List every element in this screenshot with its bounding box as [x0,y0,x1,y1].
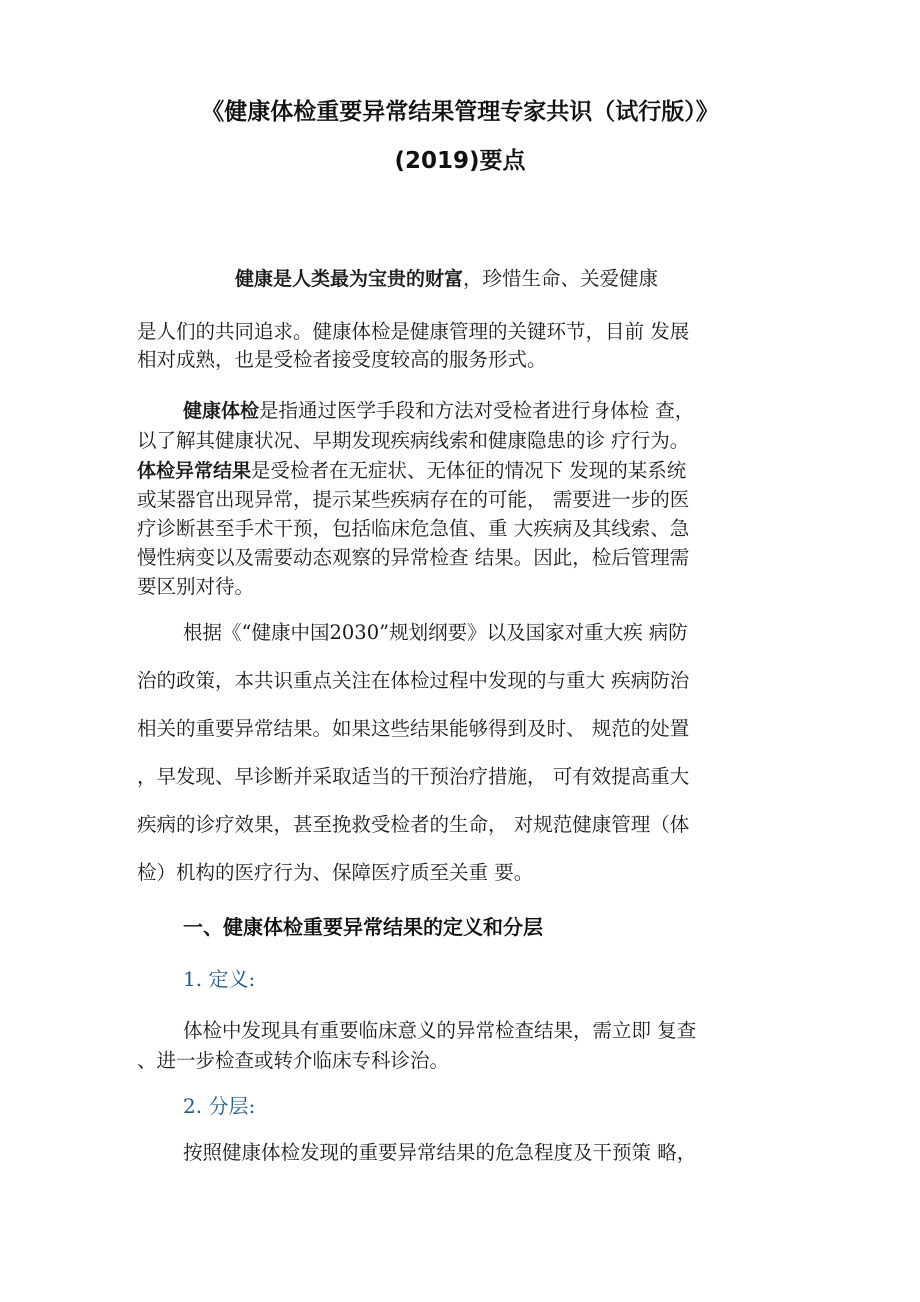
definition-line-1 [183,395,694,423]
intro-line-1-rest: ，珍惜生命、关爱健康 [463,267,659,290]
term-abnormal-results: 体检异常结果 [137,460,252,482]
document-title-line-1: 《健康体检重要异常结果管理专家共识（试行版）》 [201,99,719,125]
section-1-heading: 一、健康体检重要异常结果的定义和分层 [183,915,543,939]
tiering-text-line-1: 按照健康体检发现的重要异常结果的危急程度及干预策 略， [183,1141,697,1164]
document-title-line-2: (2019)要点 [394,148,526,174]
definition-line-6: 慢性病变以及需要动态观察的异常检查 结果。因此，检后管理需 [137,546,690,569]
policy-line-3: 相关的重要异常结果。如果这些结果能够得到及时、 规范的处置 [137,717,690,740]
intro-bold-phrase: 健康是人类最为宝贵的财富 [235,268,464,290]
intro-line-3: 相对成熟，也是受检者接受度较高的服务形式。 [137,348,547,371]
intro-line-1 [235,263,658,291]
policy-line-4: ，早发现、早诊断并采取适当的干预治疗措施， 可有效提高重大 [137,765,690,788]
definition-line-3-rest: 是受检者在无症状、无体征的情况下 发现的某系统 [251,459,687,482]
definition-line-4: 或某器官出现异常，提示某些疾病存在的可能， 需要进一步的医 [137,488,690,511]
definition-line-5: 疗诊断甚至手术干预，包括临床危急值、重 大疾病及其线索、急 [137,517,690,540]
definition-line-1-rest: 是指通过医学手段和方法对受检者进行身体检 查， [259,399,695,422]
policy-line-6: 检）机构的医疗行为、保障医疗质至关重 要。 [137,861,534,884]
definition-text-line-1: 体检中发现具有重要临床意义的异常检查结果，需立即 复查 [183,1019,697,1042]
term-health-checkup: 健康体检 [183,400,260,422]
policy-line-5: 疾病的诊疗效果，甚至挽救受检者的生命， 对规范健康管理（体 [137,813,690,836]
definition-line-3 [137,455,686,483]
intro-line-2: 是人们的共同追求。健康体检是健康管理的关键环节，目前 发展 [137,320,690,343]
policy-line-2: 治的政策，本共识重点关注在体检过程中发现的与重大 疾病防治 [137,669,690,692]
definition-line-2: 以了解其健康状况、早期发现疾病线索和健康隐患的诊 疗行为。 [137,429,690,452]
definition-text-line-2: 、进一步检查或转介临床专科诊治。 [137,1049,450,1072]
subheading-tiering: 2. 分层: [183,1094,256,1118]
subheading-definition: 1. 定义: [183,967,256,991]
definition-line-7: 要区别对待。 [137,575,255,598]
policy-line-1: 根据《“健康中国2030”规划纲要》以及国家对重大疾 病防 [183,621,688,644]
